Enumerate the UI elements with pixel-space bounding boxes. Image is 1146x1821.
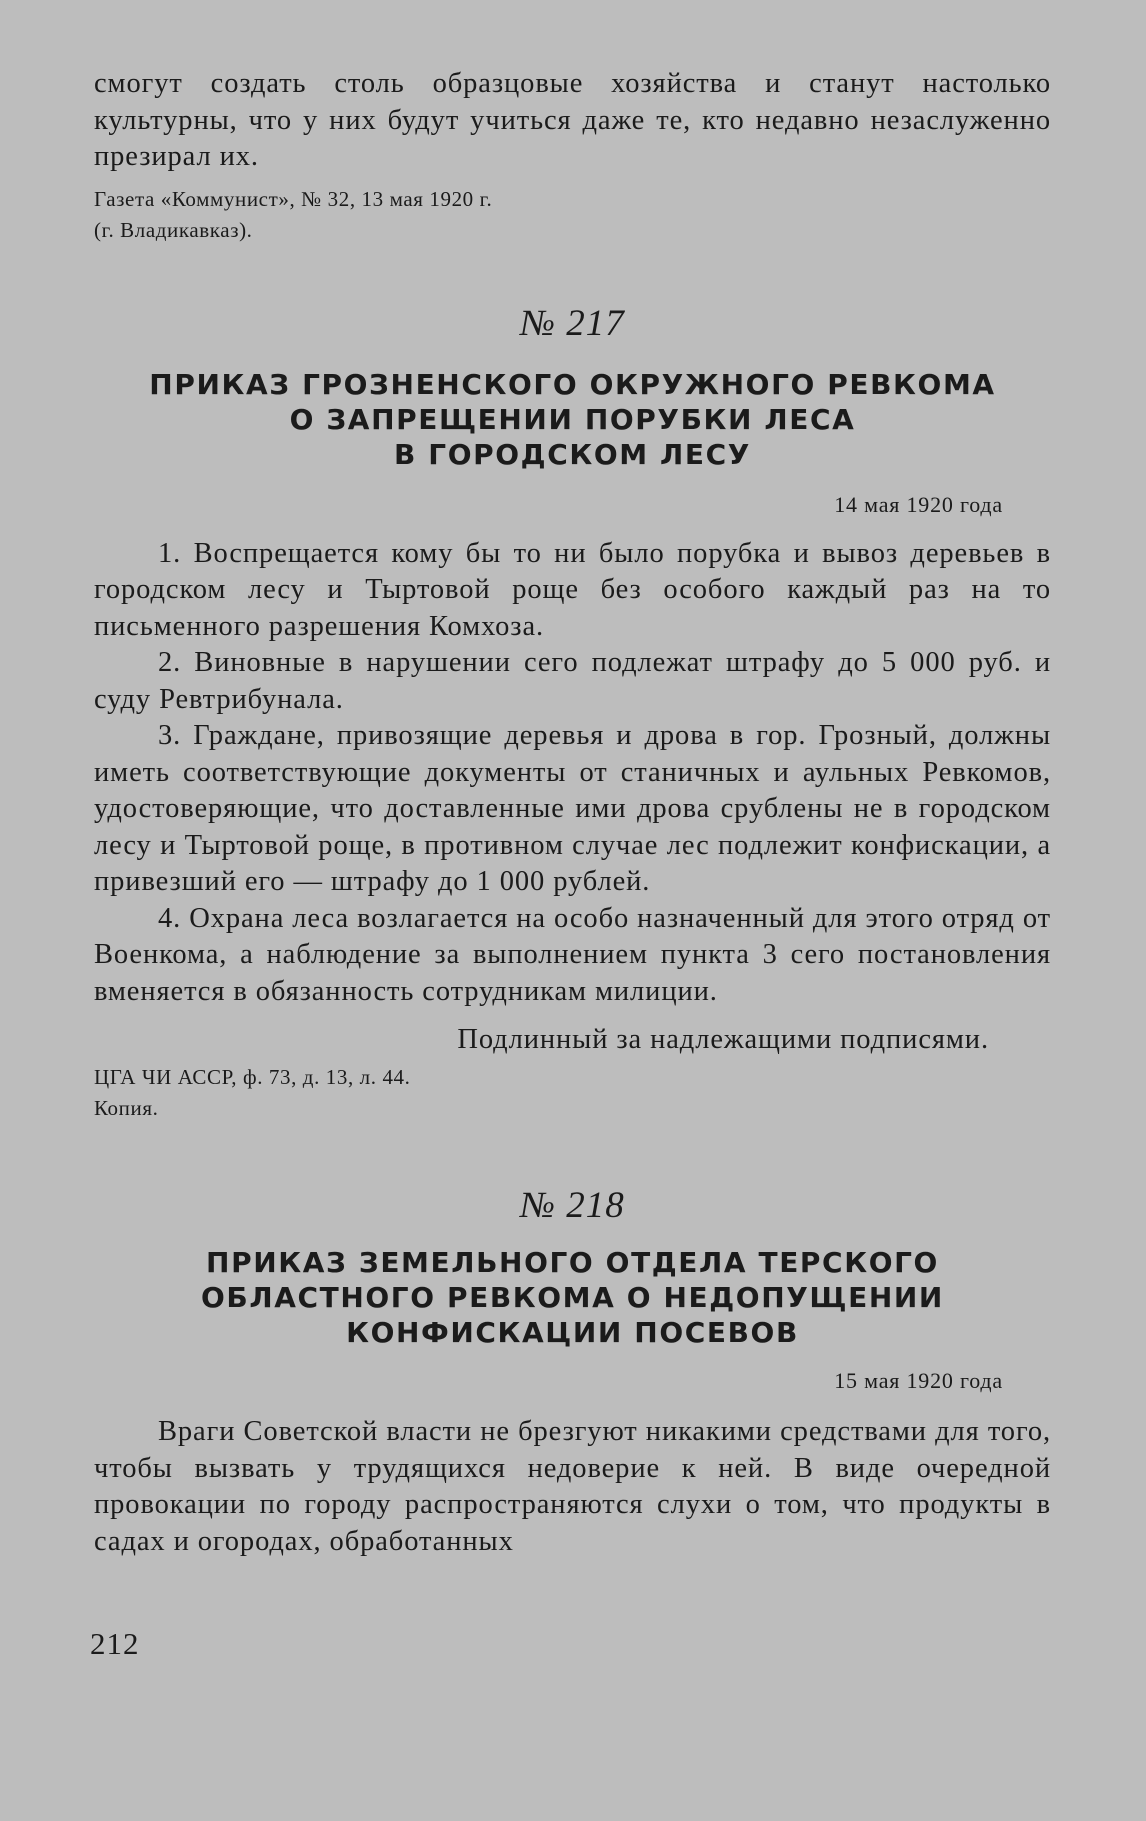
doc217-signature: Подлинный за надлежащими подписями.	[457, 1024, 989, 1055]
doc218-title-line1: ПРИКАЗ ЗЕМЕЛЬНОГО ОТДЕЛА ТЕРСКОГО	[206, 1246, 939, 1279]
top-source-line1: Газета «Коммунист», № 32, 13 мая 1920 г.	[94, 186, 493, 211]
doc217-date: 14 мая 1920 года	[834, 491, 1003, 517]
doc217-items	[94, 536, 1051, 1011]
doc217-title-line1: ПРИКАЗ ГРОЗНЕНСКОГО ОКРУЖНОГО РЕВКОМА	[149, 367, 996, 401]
doc217-title-line2: О ЗАПРЕЩЕНИИ ПОРУБКИ ЛЕСА	[289, 402, 856, 436]
doc217-number: № 217	[520, 302, 625, 344]
page-number: 212	[90, 1626, 140, 1661]
doc217-item-3: 3. Граждане, привозящие деревья и дрова в гор. Грозный, должны иметь соответствующие документы от станичных и аульных Ревкомов, удостоверяющие, что доставленные ими дрова срублены не в городском лесу и Тыртовой роще, в противном случае лес подлежит конфискации, а привезший его — штрафу до 1 000 рублей.	[94, 720, 1051, 897]
doc218-title-line3: КОНФИСКАЦИИ ПОСЕВОВ	[346, 1316, 799, 1349]
top-source-line2: (г. Владикавказ).	[94, 217, 253, 242]
doc217-source-line2: Копия.	[94, 1096, 159, 1120]
doc217-source-line1: ЦГА ЧИ АССР, ф. 73, д. 13, л. 44.	[94, 1065, 411, 1089]
doc217-item-1: 1. Воспрещается кому бы то ни было порубка и вывоз деревьев в городском лесу и Тыртовой роще без особого каждый раз на то письменного разрешения Комхоза.	[94, 537, 1051, 642]
doc217-item-4: 4. Охрана леса возлагается на особо назначенный для этого отряд от Военкома, а наблюдение за выполнением пункта 3 сего постановления вменяется в обязанность сотрудникам милиции.	[94, 902, 1051, 1007]
doc217-item-2: 2. Виновные в нарушении сего подлежат штрафу до 5 000 руб. и суду Ревтрибунала.	[94, 647, 1051, 715]
doc217-title	[94, 367, 1051, 472]
doc218-number: № 218	[520, 1185, 625, 1226]
doc218-paragraph: Враги Советской власти не брезгуют никакими средствами для того, чтобы вызвать у трудящихся недоверие к ней. В виде очередной провокации по городу распространяются слухи о том, что продукты в садах и огородах, обработанных	[94, 1416, 1051, 1557]
top-paragraph: смогут создать столь образцовые хозяйства и станут настолько культурны, что у них будут учиться даже те, кто недавно незаслуженно презирал их.	[94, 68, 1051, 172]
doc218-title-line2: ОБЛАСТНОГО РЕВКОМА О НЕДОПУЩЕНИИ	[201, 1281, 944, 1314]
doc218-date: 15 мая 1920 года	[834, 1368, 1003, 1393]
doc217-title-line3: В ГОРОДСКОМ ЛЕСУ	[394, 437, 751, 471]
page-content	[94, 66, 1051, 1560]
doc218-title	[94, 1245, 1051, 1350]
